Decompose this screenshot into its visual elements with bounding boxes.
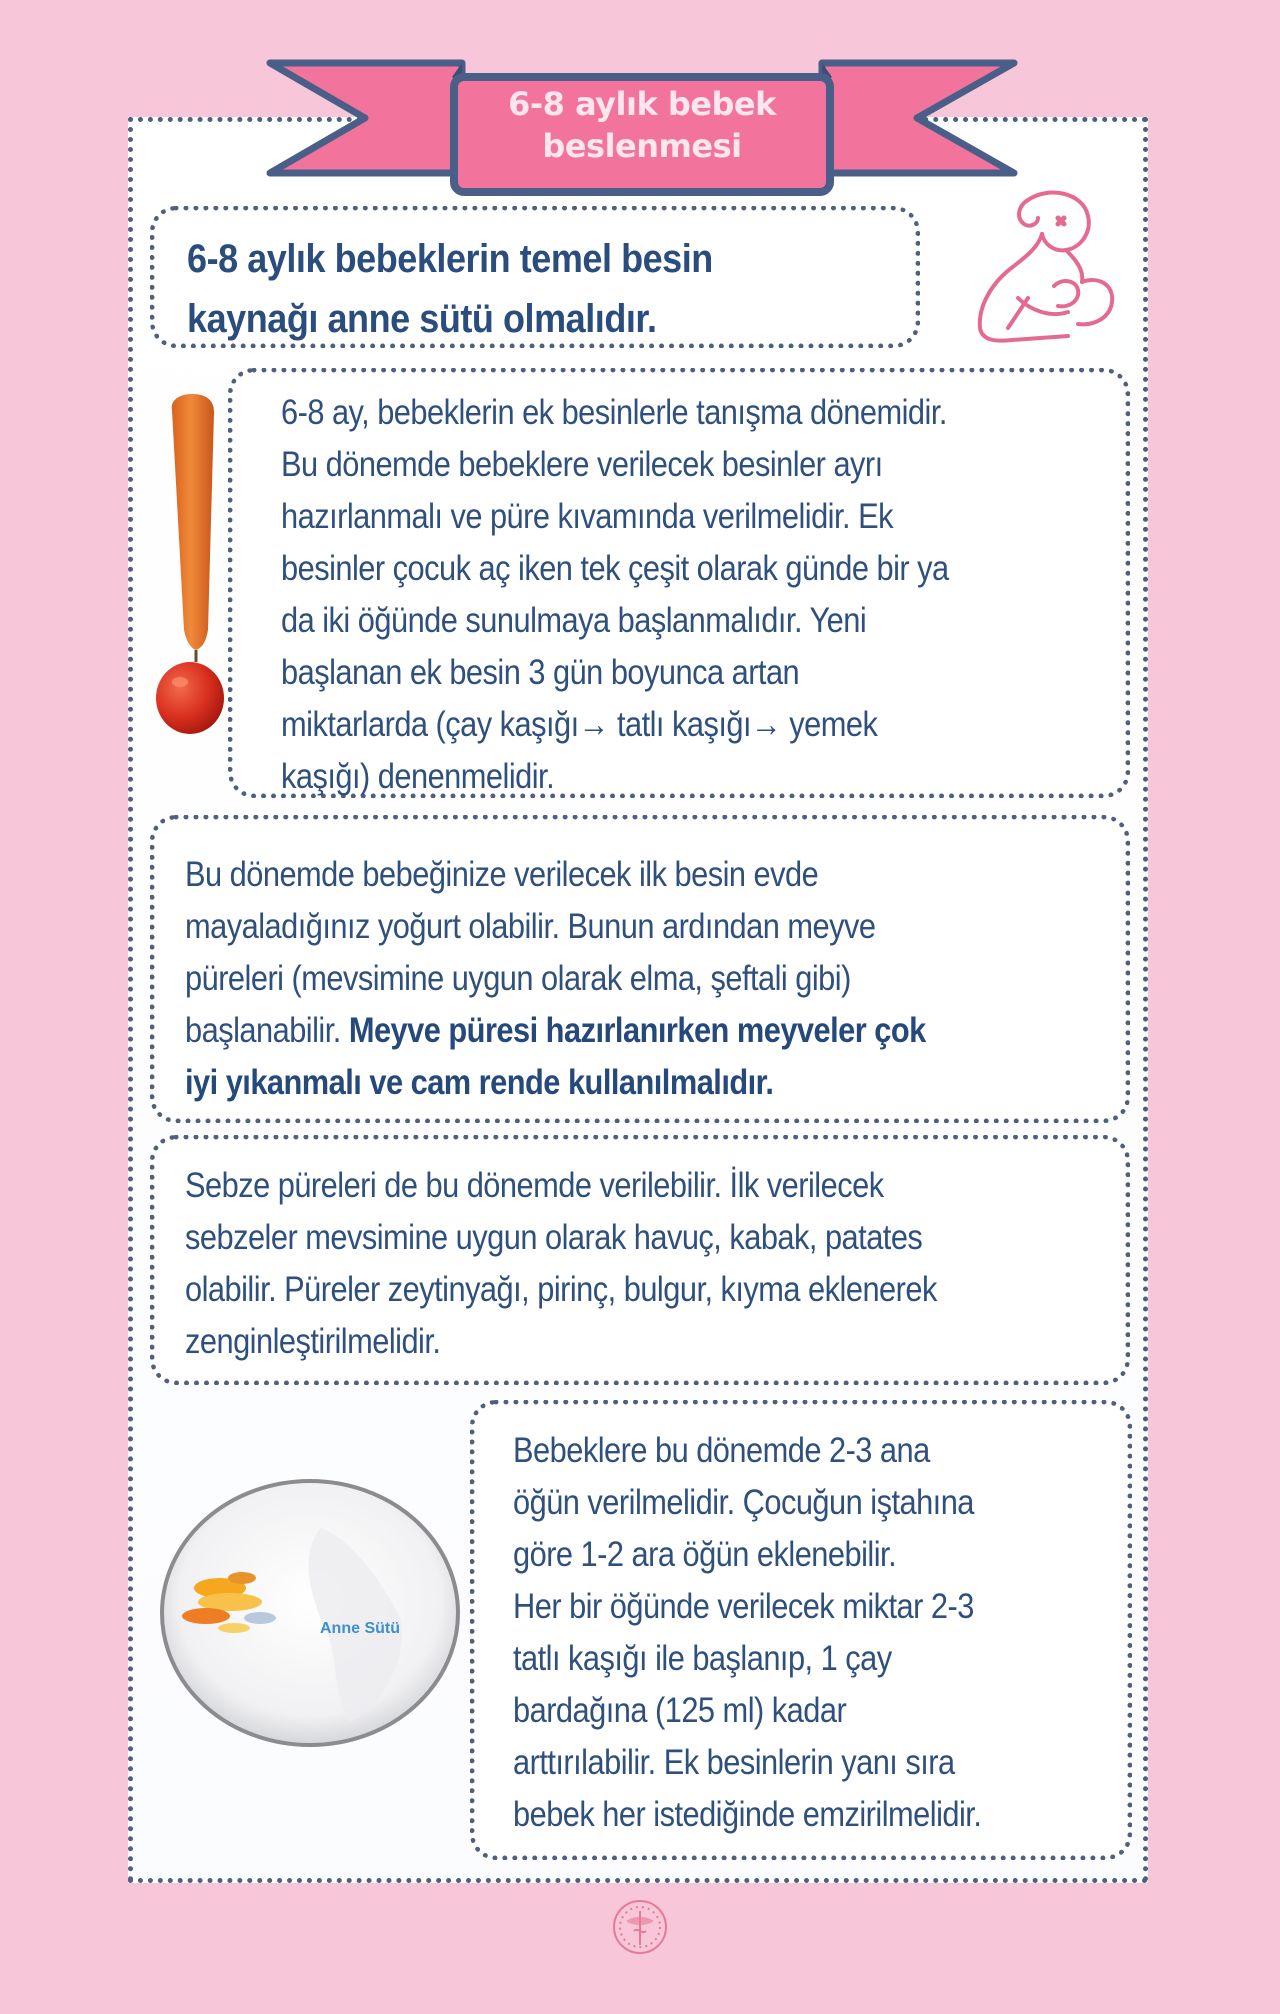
section-meals-box bbox=[470, 1400, 1132, 1860]
text-line: da iki öğünde sunulmaya başlanmalıdır. Yeni bbox=[281, 601, 867, 640]
text-line: zenginleştirilmelidir. bbox=[185, 1322, 441, 1361]
text-line: sebzeler mevsimine uygun olarak havuç, kabak, patates bbox=[185, 1218, 923, 1257]
text-line: hazırlanmalı ve püre kıvamında verilmelidir. Ek bbox=[281, 497, 893, 536]
milk-label: Anne Sütü bbox=[320, 1620, 400, 1637]
text-line: Sebze püreleri de bu dönemde verilebilir. İlk verilecek bbox=[185, 1166, 884, 1205]
section-first-foods-text bbox=[185, 849, 926, 1109]
carrot-apple-exclamation-icon bbox=[150, 380, 235, 735]
text-line: öğün verilmelidir. Çocuğun iştahına bbox=[513, 1483, 974, 1522]
text-line: mayaladığınız yoğurt olabilir. Bunun ardından meyve bbox=[185, 907, 876, 946]
text-line: besinler çocuk aç iken tek çeşit olarak günde bir ya bbox=[281, 549, 949, 588]
text-line: başlanan ek besin 3 gün boyunca artan bbox=[281, 653, 800, 692]
headline-box bbox=[150, 206, 920, 348]
text-line bbox=[185, 1005, 926, 1057]
section-intro-box bbox=[228, 368, 1130, 798]
section-first-foods-box bbox=[150, 815, 1130, 1123]
text-line: olabilir. Püreler zeytinyağı, pirinç, bulgur, kıyma eklenerek bbox=[185, 1270, 937, 1309]
text-line: Bu dönemde bebeğinize verilecek ilk besin evde bbox=[185, 855, 819, 894]
section-meals-text bbox=[513, 1425, 981, 1841]
milk-splash-icon bbox=[150, 1468, 470, 1758]
text-line: tatlı kaşığı ile başlanıp, 1 çay bbox=[513, 1639, 892, 1678]
headline-text bbox=[187, 229, 713, 349]
ministry-emblem-icon bbox=[610, 1897, 670, 1957]
text-bold: Meyve püresi hazırlanırken meyveler çok bbox=[348, 1011, 926, 1050]
text-line: bardağına (125 ml) kadar bbox=[513, 1691, 847, 1730]
text-line: göre 1-2 ara öğün eklenebilir. bbox=[513, 1535, 897, 1574]
text-line: püreleri (mevsimine uygun olarak elma, şeftali gibi) bbox=[185, 959, 851, 998]
text-line: bebek her istediğinde emzirilmelidir. bbox=[513, 1795, 982, 1834]
ribbon-title-line1: 6-8 aylık bebek bbox=[508, 85, 776, 123]
section-intro-text bbox=[281, 387, 949, 803]
text-line: Her bir öğünde verilecek miktar 2-3 bbox=[513, 1587, 974, 1626]
ribbon-title-line2: beslenmesi bbox=[542, 127, 742, 165]
ribbon-banner bbox=[262, 55, 1022, 200]
text-normal: başlanabilir. bbox=[185, 1011, 349, 1050]
text-line: Bu dönemde bebeklere verilecek besinler ayrı bbox=[281, 445, 883, 484]
section-vegetables-text bbox=[185, 1160, 937, 1368]
breastfeeding-mother-icon bbox=[958, 178, 1128, 348]
text-line: kaşığı) denenmelidir. bbox=[281, 757, 555, 796]
text-line: miktarlarda (çay kaşığı→ tatlı kaşığı→ yemek bbox=[281, 705, 878, 744]
text-line: Bebeklere bu dönemde 2-3 ana bbox=[513, 1431, 930, 1470]
text-line bbox=[185, 1057, 926, 1109]
headline-line1: 6-8 aylık bebeklerin temel besin bbox=[187, 237, 713, 281]
text-line: 6-8 ay, bebeklerin ek besinlerle tanışma dönemidir. bbox=[281, 393, 947, 432]
text-bold: iyi yıkanmalı ve cam rende kullanılmalıdır. bbox=[185, 1063, 774, 1102]
headline-line2: kaynağı anne sütü olmalıdır. bbox=[187, 297, 657, 341]
section-vegetables-box bbox=[150, 1135, 1130, 1385]
text-line: arttırılabilir. Ek besinlerin yanı sıra bbox=[513, 1743, 955, 1782]
